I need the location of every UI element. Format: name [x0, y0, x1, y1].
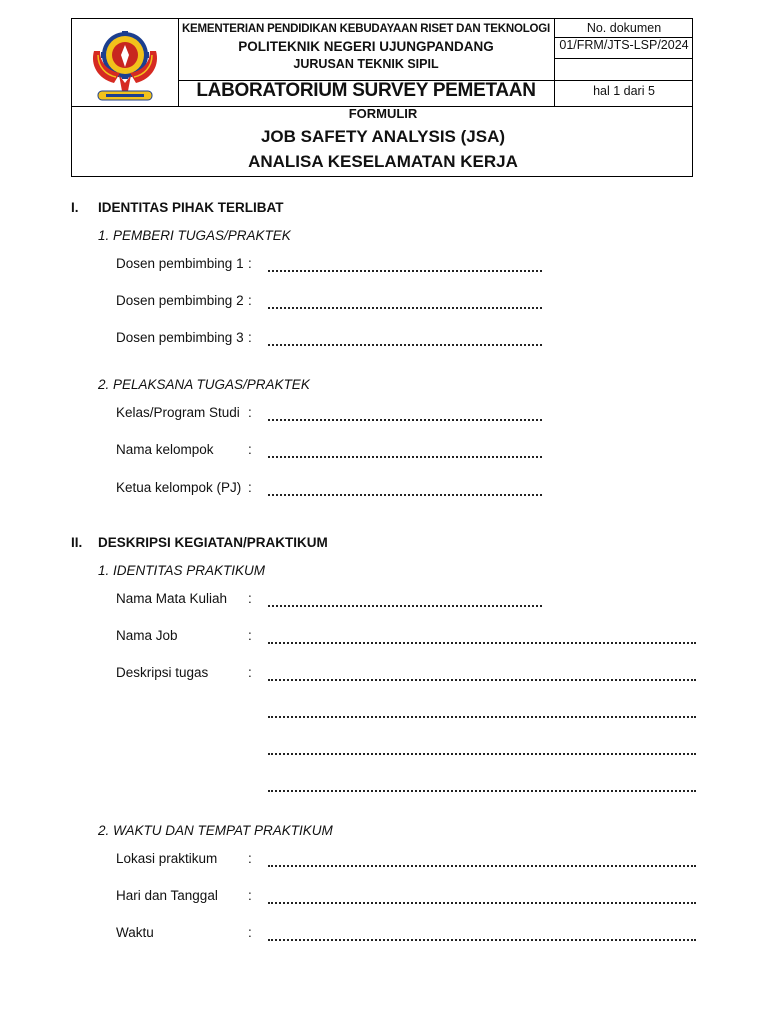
- fill-line[interactable]: [268, 630, 696, 644]
- ministry-name: KEMENTERIAN PENDIDIKAN KEBUDAYAAN RISET DAN TEKNOLOGI: [181, 23, 551, 35]
- fill-line[interactable]: [268, 853, 696, 867]
- doc-number-label: No. dokumen: [586, 21, 662, 35]
- field-colon: :: [248, 925, 252, 940]
- institution-logo-icon: [86, 25, 164, 105]
- field-label: Ketua kelompok (PJ): [116, 480, 242, 495]
- field-label: Dosen pembimbing 3: [116, 330, 244, 345]
- field-colon: :: [248, 330, 252, 345]
- section-title: DESKRIPSI KEGIATAN/PRAKTIKUM: [98, 535, 328, 550]
- field-colon: :: [248, 628, 252, 643]
- fill-line[interactable]: [268, 667, 696, 681]
- fill-line[interactable]: [268, 890, 696, 904]
- page-info: hal 1 dari 5: [593, 84, 655, 98]
- field-colon: :: [248, 405, 252, 420]
- field-label: Waktu: [116, 925, 154, 940]
- field-colon: :: [248, 256, 252, 271]
- fill-line[interactable]: [268, 295, 542, 309]
- subsection-heading: 1. PEMBERI TUGAS/PRAKTEK: [98, 228, 291, 243]
- subsection-heading: 1. IDENTITAS PRAKTIKUM: [98, 563, 266, 578]
- field-colon: :: [248, 591, 252, 606]
- field-colon: :: [248, 851, 252, 866]
- fill-line[interactable]: [268, 482, 542, 496]
- field-colon: :: [248, 888, 252, 903]
- fill-line[interactable]: [268, 332, 542, 346]
- field-label: Nama Job: [116, 628, 178, 643]
- fill-line[interactable]: [268, 593, 542, 607]
- fill-line[interactable]: [268, 704, 696, 718]
- fill-line[interactable]: [268, 927, 696, 941]
- section-number: II.: [71, 535, 83, 550]
- field-colon: :: [248, 480, 252, 495]
- field-label: Nama Mata Kuliah: [116, 591, 228, 606]
- fill-line[interactable]: [268, 258, 542, 272]
- department-name: JURUSAN TEKNIK SIPIL: [293, 57, 439, 71]
- field-label: Hari dan Tanggal: [116, 888, 218, 903]
- form-label: FORMULIR: [348, 106, 418, 121]
- field-label: Deskripsi tugas: [116, 665, 209, 680]
- field-label: Lokasi praktikum: [116, 851, 218, 866]
- document-header: [71, 18, 693, 177]
- section-number: I.: [71, 200, 79, 215]
- divider: [554, 80, 692, 81]
- field-colon: :: [248, 665, 252, 680]
- fill-line[interactable]: [268, 778, 696, 792]
- field-label: Dosen pembimbing 2: [116, 293, 244, 308]
- section-title: IDENTITAS PIHAK TERLIBAT: [98, 200, 284, 215]
- doc-number: 01/FRM/JTS-LSP/2024: [559, 38, 689, 52]
- fill-line[interactable]: [268, 444, 542, 458]
- field-colon: :: [248, 442, 252, 457]
- institution-name: POLITEKNIK NEGERI UJUNGPANDANG: [238, 39, 494, 54]
- field-colon: :: [248, 293, 252, 308]
- divider: [554, 58, 692, 59]
- fill-line[interactable]: [268, 407, 542, 421]
- field-label: Kelas/Program Studi: [116, 405, 240, 420]
- subsection-heading: 2. PELAKSANA TUGAS/PRAKTEK: [98, 377, 310, 392]
- subsection-heading: 2. WAKTU DAN TEMPAT PRAKTIKUM: [98, 823, 333, 838]
- form-title: JOB SAFETY ANALYSIS (JSA): [260, 127, 506, 146]
- lab-name: LABORATORIUM SURVEY PEMETAAN: [196, 80, 536, 101]
- form-subtitle: ANALISA KESELAMATAN KERJA: [248, 152, 518, 171]
- field-label: Dosen pembimbing 1: [116, 256, 244, 271]
- field-label: Nama kelompok: [116, 442, 214, 457]
- fill-line[interactable]: [268, 741, 696, 755]
